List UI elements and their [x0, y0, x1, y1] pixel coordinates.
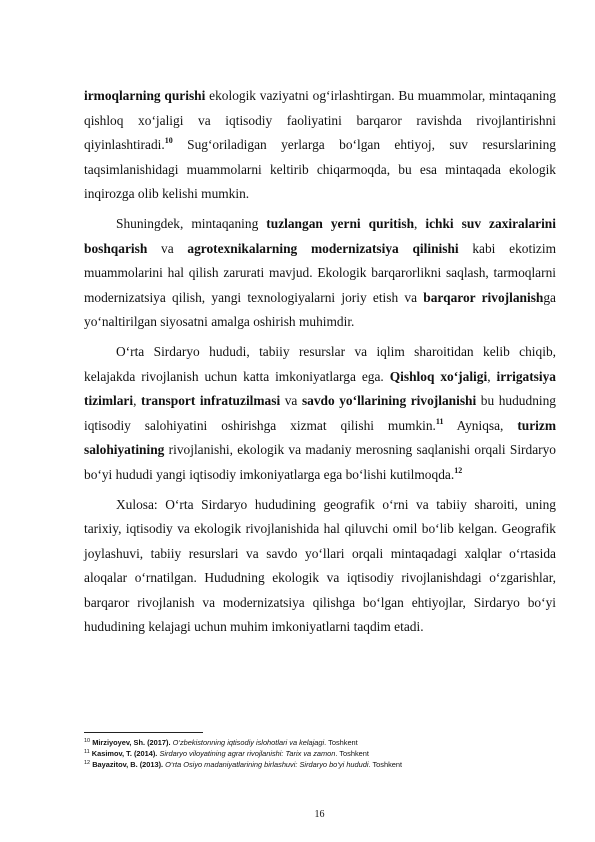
footnote-title: O‘zbekistonning iqtisodiy islohotlari va kelajagi [172, 738, 325, 747]
text-run: va [147, 240, 188, 256]
footnote-author: Bayazitov, B. (2013). [92, 760, 164, 770]
text-run: va [280, 393, 302, 409]
bold-term: barqaror rivojlanish [423, 289, 544, 305]
footnote-ref: 11 [435, 416, 444, 426]
paragraph-1 [84, 84, 556, 207]
text-run: ekologik vaziyatni og‘irlashtirgan. Bu muammolar, mintaqaning qishloq xo‘jaligi va iqtisodiy faoliyatini barqaror ravishda rivojlantirishni qiyinlashtiradi. [84, 88, 557, 153]
text-run: , [133, 393, 141, 409]
bold-term: Qishloq xo‘jaligi [389, 368, 488, 384]
text-run: , [414, 215, 426, 231]
bold-term: transport infratuzilmasi [140, 393, 281, 409]
footnote [84, 737, 564, 748]
text-run: kabi ekotizim muammolarini hal qilish zarurati mavjud. Ekologik barqarorlikni saqlash, tarmoqlarni modernizatsiya qilish, yangi texnologiyalarni joriy etish va [84, 240, 556, 305]
page-number: 16 [314, 809, 325, 820]
footnote-number: 10 [84, 738, 91, 744]
footnote-place: . Toshkent [335, 749, 369, 759]
bold-term: ichki suv zaxiralarini boshqarish [84, 215, 556, 256]
text-run: O‘rta Sirdaryo hududi, tabiiy resurslar va iqlim sharoitidan kelib chiqib, kelajakda rivojlanish uchun katta imkoniyatlarga ega. [84, 343, 556, 384]
footnote-ref: 12 [454, 465, 463, 475]
footnote-place: . Toshkent [368, 760, 403, 770]
text-run: Ayniqsa, [443, 417, 518, 433]
footnote-place: . Toshkent [324, 738, 358, 747]
paragraph-2 [84, 212, 556, 335]
footnote [84, 759, 564, 770]
bold-term: tuzlangan yerni quritish [266, 215, 415, 231]
main-text [84, 84, 556, 645]
bold-term: turizm salohiyatining [84, 417, 556, 458]
text-run: Sug‘oriladigan yerlarga bo‘lgan ehtiyoj, suv resurslarining taqsimlanishidagi muammolarni keltirib chiqarmoqda, bu esa mintaqada ekologik inqirozga olib kelishi mumkin. [84, 137, 556, 202]
bold-term: agrotexnikalarning modernizatsiya qilinishi [187, 240, 459, 256]
footnote-ref: 10 [164, 136, 173, 146]
paragraph-4 [84, 493, 556, 641]
footnote-number: 12 [84, 760, 91, 767]
text-run: Xulosa: O‘rta Sirdaryo hududining geografik o‘rni va tabiiy sharoiti, uning tarixiy, iqtisodiy va ekologik rivojlanishida hal qiluvchi omil bo‘lib kelgan. Geografik joylashuvi, tabiiy resurslari va savdo yo‘llari orqali mintaqadagi xalqlar o‘rtasida aloqalar o‘rnatilgan. Hududning ekologik va iqtisodiy rivojlanishdagi o‘zgarishlar, barqaror rivojlanish va modernizatsiya qilishga bo‘lgan ehtiyojlar, Sirdaryo bo‘yi hududining kelajagi uchun muhim imkoniyatlarni taqdim etadi. [84, 496, 556, 635]
text-run: ga yo‘naltirilgan siyosatni amalga oshirish muhimdir. [84, 289, 556, 330]
text-run: Shuningdek, mintaqaning [116, 215, 267, 231]
paragraph-3 [84, 340, 556, 488]
footnote-title: O‘rta Osiyo madaniyatlarining birlashuvi: Sirdaryo bo‘yi hududi [165, 760, 369, 770]
footnote-title: Sirdaryo viloyatining agrar rivojlanishi: Tarix va zamon [159, 749, 336, 759]
text-run: bu hududning iqtisodiy salohiyatini oshirishga xizmat qilishi mumkin. [84, 393, 556, 433]
footnote-author: Kasimov, T. (2014). [91, 749, 158, 759]
bold-term: irmoqlarning qurishi [84, 88, 206, 103]
footnote-number: 11 [84, 749, 90, 756]
text-run: , [487, 368, 497, 384]
footnotes [84, 737, 564, 771]
bold-term: irrigatsiya tizimlari [84, 368, 556, 409]
text-run: rivojlanishi, ekologik va madaniy merosning saqlanishi orqali Sirdaryo bo‘yi hududi yangi iqtisodiy imkoniyatlarga ega bo‘lishi kutilmoqda. [84, 442, 556, 482]
footnote-author: Mirziyoyev, Sh. (2017). [92, 738, 171, 747]
footnote-divider [84, 732, 203, 733]
footnote [84, 748, 564, 759]
bold-term: savdo yo‘llarining rivojlanishi [301, 393, 477, 409]
